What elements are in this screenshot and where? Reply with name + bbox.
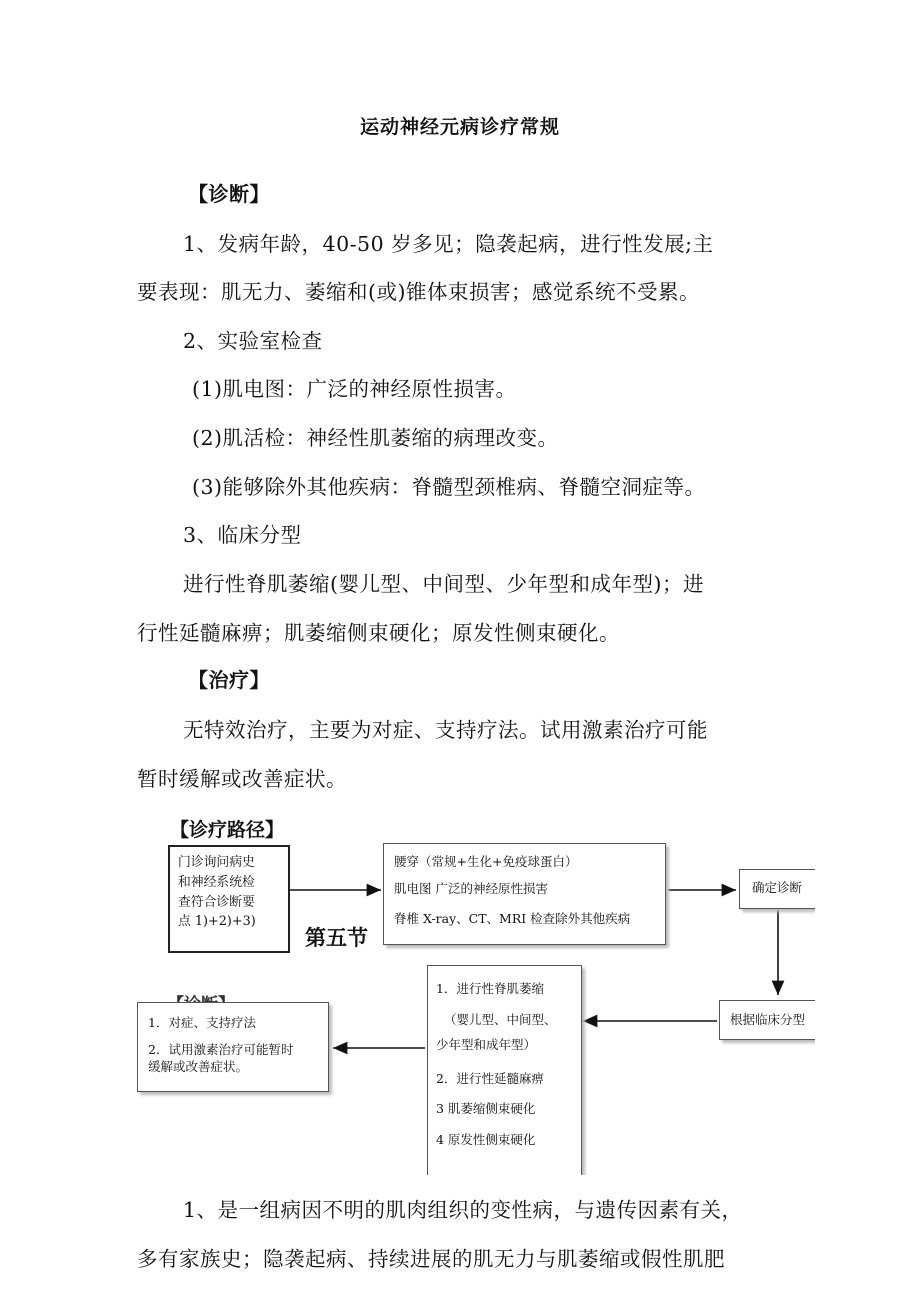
box-treat-line: 缓解或改善症状。 [148,1058,249,1074]
diagnosis-heading: 【诊断】 [188,182,270,206]
page-title: 运动神经元病诊疗常规 [359,116,560,138]
box-tests-line: 肌电图 广泛的神经原性损害 [394,880,548,896]
diagnosis-types-line1: 进行性脊肌萎缩(婴儿型、中间型、少年型和成年型)；进 [183,572,704,596]
box-types-line: 少年型和成年型） [436,1037,537,1052]
box-history [168,845,290,953]
treatment-heading: 【治疗】 [188,668,270,692]
box-confirm-text: 确定诊断 [752,880,803,895]
diagnosis-item3: 3、临床分型 [183,523,302,547]
diagnosis-item1-line1: 1、发病年龄，40-50 岁多见；隐袭起病，进行性发展;主 [183,232,714,256]
box-tests-line: 腰穿（常规+生化+免疫球蛋白） [394,854,578,869]
box-clinical-types [427,965,582,1175]
diagnosis-sub1: (1)肌电图：广泛的神经原性损害。 [192,377,517,401]
box-history-line: 门诊询问病史 [178,855,255,870]
box-types-line: 2．进行性延髓麻痹 [436,1070,544,1086]
box-classify-text: 根据临床分型 [730,1012,806,1027]
diagnosis-item2: 2、实验室检查 [183,329,323,353]
box-types-line: 1．进行性脊肌萎缩 [436,981,544,996]
box-types-line: （婴儿型、中间型、 [444,1011,557,1027]
diagnosis-item1-line2: 要表现：肌无力、萎缩和(或)锥体束损害；感觉系统不受累。 [137,280,700,304]
ghost-section-label: 第五节 [305,926,368,950]
treatment-line2: 暂时缓解或改善症状。 [137,767,347,791]
box-types-line: 4 原发性侧束硬化 [436,1131,536,1147]
pathway-flowchart [135,805,815,1175]
pathway-heading: 【诊疗路径】 [170,819,285,841]
box-treat-line: 1．对症、支持疗法 [148,1015,256,1030]
box-tests [383,843,666,945]
box-types-line: 3 肌萎缩侧束硬化 [436,1101,536,1116]
footer-line2: 多有家族史；隐袭起病、持续进展的肌无力与肌萎缩或假性肌肥 [137,1247,725,1271]
treatment-line1: 无特效治疗，主要为对症、支持疗法。试用激素治疗可能 [183,718,708,742]
box-classify [719,1000,815,1040]
diagnosis-types-line2: 行性延髓麻痹；肌萎缩侧束硬化；原发性侧束硬化。 [137,621,620,645]
box-confirm-diagnosis [739,869,815,909]
box-treat-line: 2．试用激素治疗可能暂时 [148,1041,294,1057]
footer-line1: 1、是一组病因不明的肌肉组织的变性病，与遗传因素有关， [183,1198,743,1222]
box-history-line: 查符合诊断要 [178,894,255,910]
box-history-line: 点 1)+2)+3) [178,914,256,930]
box-history-line: 和神经系统检 [178,874,255,890]
box-tests-line: 脊椎 X-ray、CT、MRI 检查除外其他疾病 [394,911,631,927]
box-treatment [137,1002,329,1092]
diagnosis-sub3: (3)能够除外其他疾病：脊髓型颈椎病、脊髓空洞症等。 [192,475,706,499]
diagnosis-sub2: (2)肌活检：神经性肌萎缩的病理改变。 [192,426,559,450]
